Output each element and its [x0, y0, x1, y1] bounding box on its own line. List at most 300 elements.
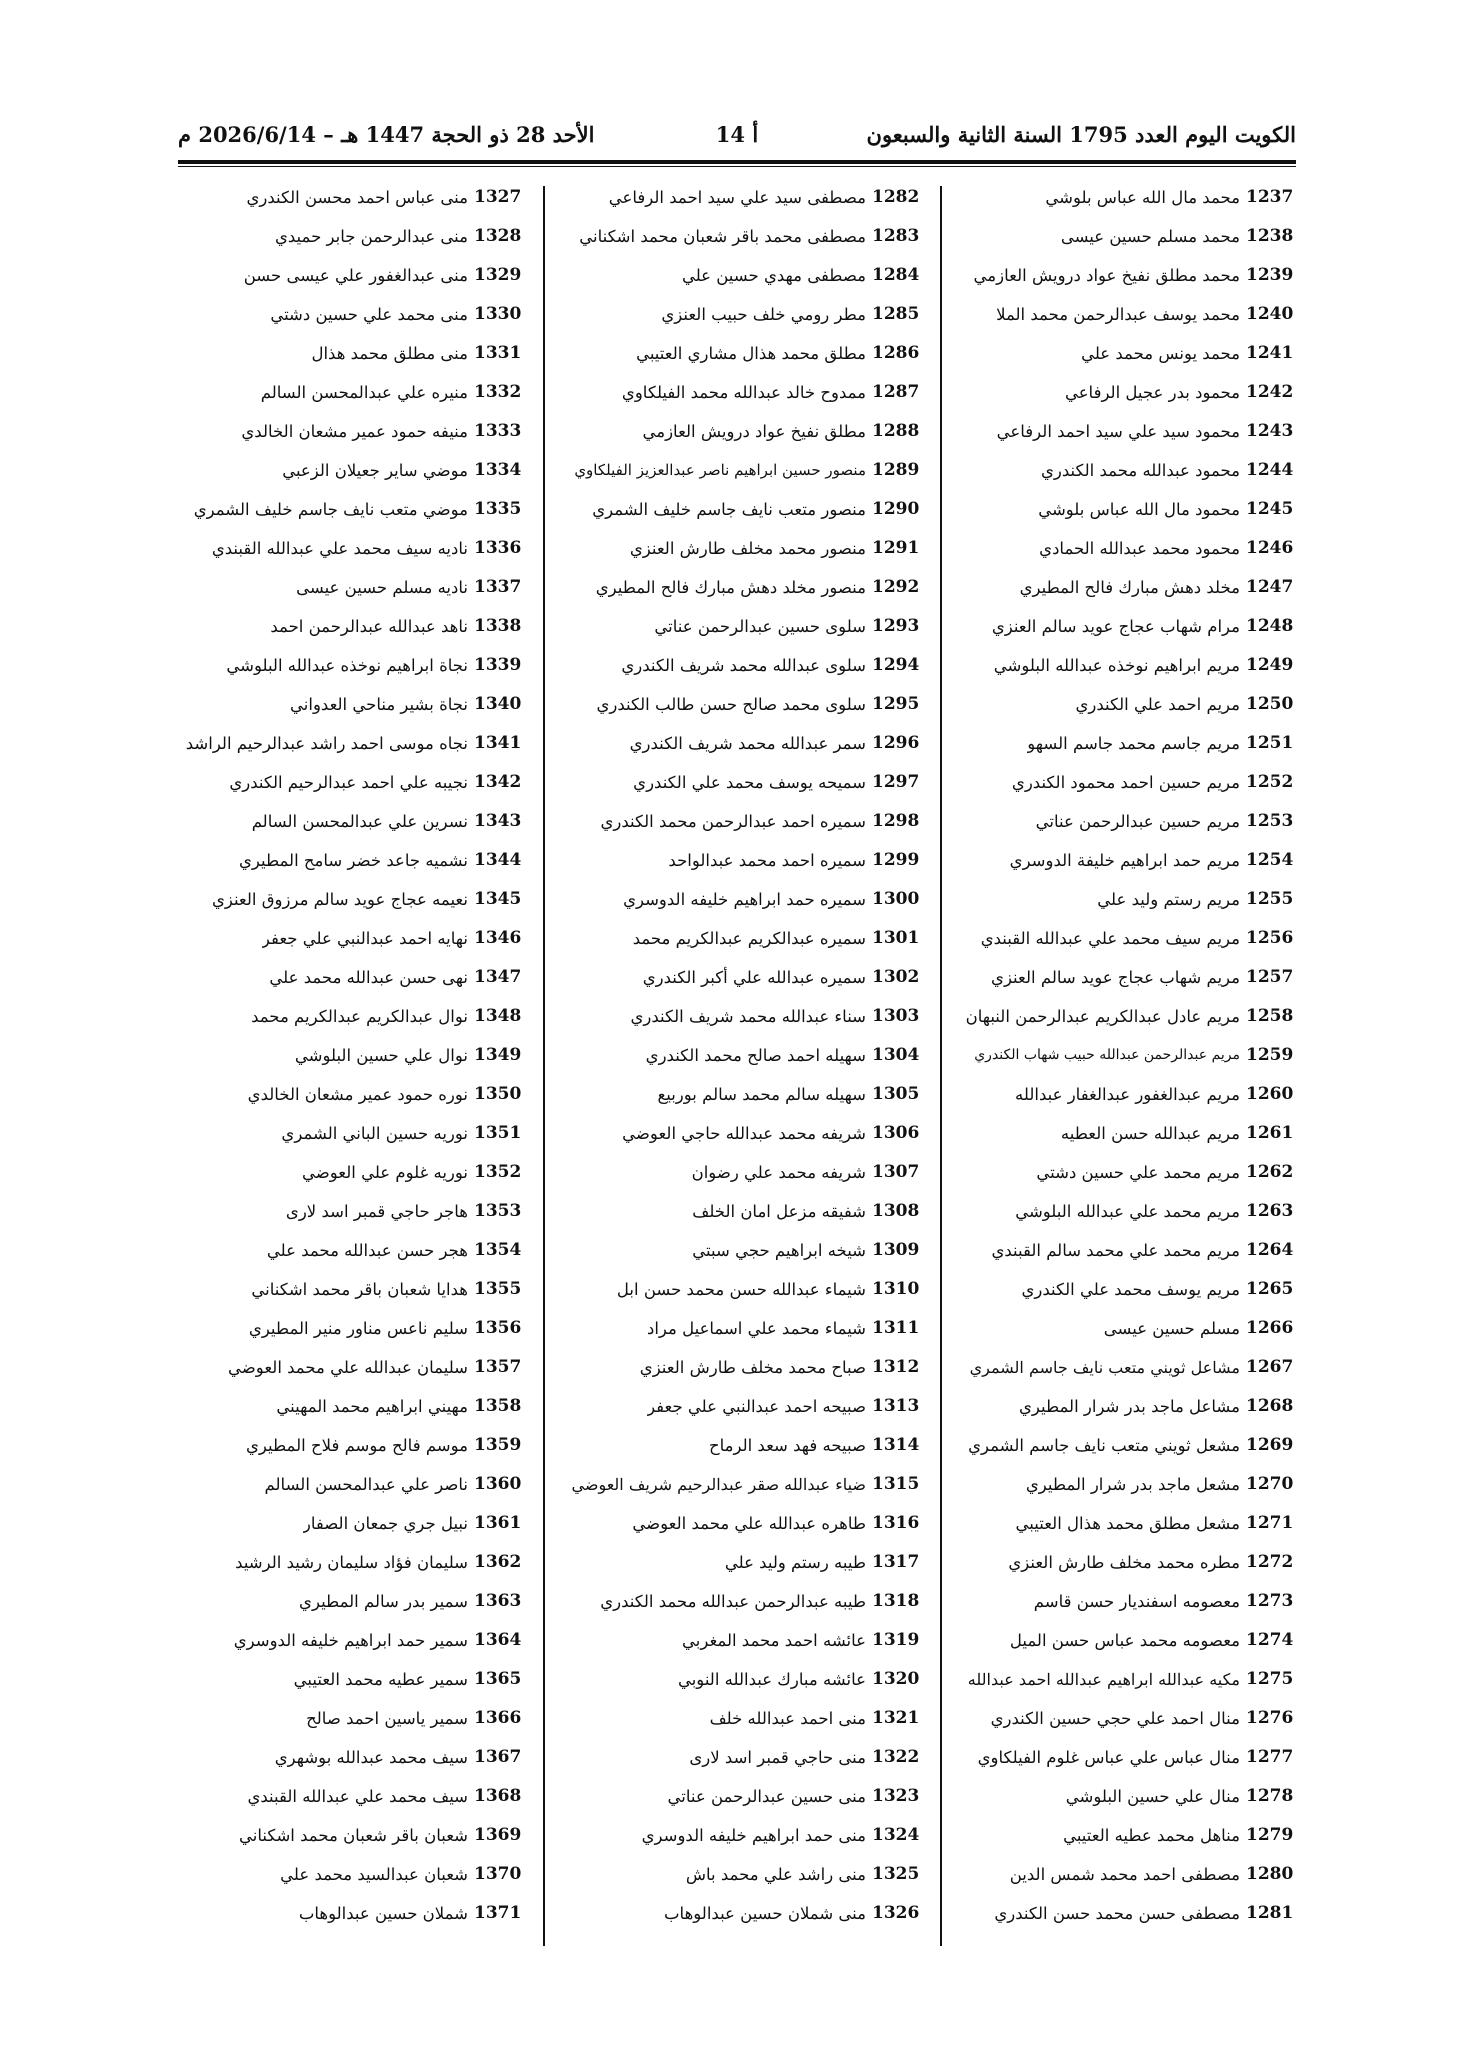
list-item — [960, 607, 1296, 646]
entry-number: 1254 — [1246, 850, 1294, 870]
list-item — [178, 646, 524, 685]
entry-number: 1295 — [872, 694, 920, 714]
list-item — [178, 1621, 524, 1660]
entry-number: 1337 — [474, 577, 522, 597]
entry-name: طاهره عبدالله علي محمد العوضي — [632, 1514, 866, 1533]
list-item — [562, 256, 922, 295]
list-item — [178, 178, 524, 217]
entry-number: 1289 — [872, 460, 920, 480]
entry-number: 1320 — [872, 1669, 920, 1689]
entry-number: 1309 — [872, 1240, 920, 1260]
list-item — [562, 1114, 922, 1153]
list-item — [178, 1270, 524, 1309]
list-item — [562, 529, 922, 568]
entry-number: 1276 — [1246, 1708, 1294, 1728]
entry-name: مريم محمد علي عبدالله البلوشي — [1015, 1202, 1240, 1221]
list-item — [960, 490, 1296, 529]
entry-number: 1240 — [1246, 304, 1294, 324]
entry-number: 1343 — [474, 811, 522, 831]
name-list — [562, 178, 922, 1933]
entry-name: منال احمد علي حجي حسين الكندري — [990, 1709, 1240, 1728]
entry-number: 1331 — [474, 343, 522, 363]
entry-number: 1251 — [1246, 733, 1294, 753]
list-item — [178, 1036, 524, 1075]
list-item — [960, 1660, 1296, 1699]
entry-name: مكيه عبدالله ابراهيم عبدالله احمد عبدالله — [967, 1670, 1240, 1689]
entry-name: نجاه موسى احمد راشد عبدالرحيم الراشد — [185, 734, 468, 753]
column-right — [960, 178, 1296, 1933]
list-item — [960, 1504, 1296, 1543]
entry-number: 1305 — [872, 1084, 920, 1104]
list-item — [960, 256, 1296, 295]
list-item — [562, 1855, 922, 1894]
list-item — [178, 1153, 524, 1192]
list-item — [960, 1426, 1296, 1465]
entry-name: سناء عبدالله محمد شريف الكندري — [630, 1007, 866, 1026]
entry-name: شيماء محمد علي اسماعيل مراد — [646, 1319, 866, 1338]
entry-number: 1318 — [872, 1591, 920, 1611]
entry-name: ناديه سيف محمد علي عبدالله القبندي — [211, 539, 468, 558]
page-header — [178, 118, 1296, 162]
list-item — [960, 1582, 1296, 1621]
entry-number: 1367 — [474, 1747, 522, 1767]
entry-name: منى حاجي قمبر اسد لارى — [689, 1748, 866, 1767]
entry-number: 1262 — [1246, 1162, 1294, 1182]
entry-name: موسم فالح موسم فلاح المطيري — [246, 1436, 468, 1455]
list-item — [562, 1153, 922, 1192]
entry-name: مريم سيف محمد علي عبدالله القبندي — [980, 929, 1240, 948]
entry-name: سليمان فؤاد سليمان رشيد الرشيد — [235, 1553, 468, 1572]
list-item — [178, 997, 524, 1036]
entry-number: 1350 — [474, 1084, 522, 1104]
list-item — [960, 1387, 1296, 1426]
entry-name: مريم شهاب عجاج عويد سالم العنزي — [991, 968, 1240, 987]
entry-number: 1297 — [872, 772, 920, 792]
entry-number: 1341 — [474, 733, 522, 753]
entry-number: 1351 — [474, 1123, 522, 1143]
list-item — [178, 1114, 524, 1153]
entry-number: 1322 — [872, 1747, 920, 1767]
entry-name: مسلم حسين عيسى — [1103, 1319, 1240, 1338]
entry-name: مريم عبدالرحمن عبدالله حبيب شهاب الكندري — [974, 1047, 1240, 1063]
entry-name: ضياء عبدالله صقر عبدالرحيم شريف العوضي — [571, 1475, 866, 1494]
list-item — [562, 1816, 922, 1855]
header-rule-thin — [178, 166, 1296, 167]
list-item — [178, 1075, 524, 1114]
entry-name: معصومه محمد عباس حسن الميل — [1009, 1631, 1240, 1650]
entry-name: شعبان عبدالسيد محمد علي — [280, 1865, 468, 1884]
entry-name: ناديه مسلم حسين عيسى — [296, 578, 468, 597]
list-item — [960, 412, 1296, 451]
entry-number: 1360 — [474, 1474, 522, 1494]
list-item — [178, 1309, 524, 1348]
list-item — [178, 1660, 524, 1699]
list-item — [960, 1114, 1296, 1153]
entry-number: 1359 — [474, 1435, 522, 1455]
list-item — [960, 1270, 1296, 1309]
entry-number: 1253 — [1246, 811, 1294, 831]
entry-number: 1293 — [872, 616, 920, 636]
entry-name: صبيحه احمد عبدالنبي علي جعفر — [647, 1397, 866, 1416]
entry-name: سيف محمد علي عبدالله القبندي — [247, 1787, 468, 1806]
list-item — [562, 802, 922, 841]
list-item — [178, 1348, 524, 1387]
entry-name: منصور محمد مخلف طارش العنزي — [629, 539, 866, 558]
entry-number: 1338 — [474, 616, 522, 636]
entry-name: سمير عطيه محمد العتيبي — [293, 1670, 468, 1689]
entry-name: منى حمد ابراهيم خليفه الدوسري — [641, 1826, 866, 1845]
entry-name: مريم رستم وليد علي — [1097, 890, 1240, 909]
entry-number: 1257 — [1246, 967, 1294, 987]
header-rule-thick — [178, 160, 1296, 164]
entry-name: مشعل ثويني متعب نايف جاسم الشمري — [968, 1436, 1240, 1455]
entry-number: 1287 — [872, 382, 920, 402]
entry-name: نهى حسن عبدالله محمد علي — [269, 968, 468, 987]
list-item — [178, 958, 524, 997]
entry-name: مصطفى احمد محمد شمس الدين — [1009, 1865, 1240, 1884]
entry-name: سميره حمد ابراهيم خليفه الدوسري — [623, 890, 866, 909]
entry-number: 1271 — [1246, 1513, 1294, 1533]
entry-number: 1356 — [474, 1318, 522, 1338]
entry-name: منصور متعب نايف جاسم خليف الشمري — [592, 500, 866, 519]
entry-name: مريم محمد علي محمد سالم القبندي — [991, 1241, 1240, 1260]
list-item — [562, 1582, 922, 1621]
list-item — [178, 568, 524, 607]
entry-number: 1340 — [474, 694, 522, 714]
entry-name: سميره احمد محمد عبدالواحد — [668, 851, 866, 870]
list-item — [960, 1036, 1296, 1075]
list-item — [960, 1348, 1296, 1387]
entry-name: نوال علي حسين البلوشي — [294, 1046, 468, 1065]
list-item — [960, 802, 1296, 841]
entry-name: مريم عبدالله حسن العطيه — [1060, 1124, 1240, 1143]
entry-name: منى راشد علي محمد باش — [685, 1865, 866, 1884]
list-item — [178, 295, 524, 334]
entry-name: منيره علي عبدالمحسن السالم — [260, 383, 468, 402]
entry-name: ناصر علي عبدالمحسن السالم — [264, 1475, 468, 1494]
entry-name: صباح محمد مخلف طارش العنزي — [639, 1358, 866, 1377]
list-item — [960, 1465, 1296, 1504]
column-divider-left — [543, 186, 545, 1946]
entry-name: سمر عبدالله محمد شريف الكندري — [629, 734, 866, 753]
entry-number: 1238 — [1246, 226, 1294, 246]
entry-name: سمير حمد ابراهيم خليفه الدوسري — [233, 1631, 468, 1650]
list-item — [178, 217, 524, 256]
list-item — [178, 412, 524, 451]
name-list — [960, 178, 1296, 1933]
list-item — [178, 451, 524, 490]
entry-number: 1362 — [474, 1552, 522, 1572]
list-item — [562, 1894, 922, 1933]
list-item — [960, 373, 1296, 412]
entry-name: مريم محمد علي حسين دشتي — [1036, 1163, 1240, 1182]
list-item — [562, 1660, 922, 1699]
entry-number: 1246 — [1246, 538, 1294, 558]
entry-number: 1308 — [872, 1201, 920, 1221]
entry-number: 1299 — [872, 850, 920, 870]
entry-number: 1365 — [474, 1669, 522, 1689]
list-item — [178, 1543, 524, 1582]
list-item — [178, 529, 524, 568]
list-item — [562, 373, 922, 412]
list-item — [960, 685, 1296, 724]
list-item — [562, 1075, 922, 1114]
entry-number: 1357 — [474, 1357, 522, 1377]
entry-name: عائشه احمد محمد المغربي — [682, 1631, 866, 1650]
list-item — [960, 217, 1296, 256]
entry-number: 1317 — [872, 1552, 920, 1572]
list-item — [178, 1738, 524, 1777]
list-item — [562, 451, 922, 490]
entry-number: 1323 — [872, 1786, 920, 1806]
list-item — [178, 490, 524, 529]
entry-number: 1252 — [1246, 772, 1294, 792]
list-item — [562, 646, 922, 685]
entry-number: 1344 — [474, 850, 522, 870]
entry-name: سليم ناعس مناور منير المطيري — [248, 1319, 468, 1338]
list-item — [562, 412, 922, 451]
entry-name: سلوى حسين عبدالرحمن عناتي — [654, 617, 866, 636]
entry-name: ناهد عبدالله عبدالرحمن احمد — [270, 617, 468, 636]
entry-name: طيبه عبدالرحمن عبدالله محمد الكندري — [600, 1592, 866, 1611]
entry-number: 1300 — [872, 889, 920, 909]
entry-name: هاجر حاجي قمبر اسد لارى — [285, 1202, 468, 1221]
entry-name: سميره احمد عبدالرحمن محمد الكندري — [600, 812, 866, 831]
entry-name: مصطفى مهدي حسين علي — [681, 266, 866, 285]
list-item — [178, 724, 524, 763]
entry-number: 1281 — [1246, 1903, 1294, 1923]
entry-number: 1313 — [872, 1396, 920, 1416]
entry-name: نجاة ابراهيم نوخذه عبدالله البلوشي — [226, 656, 468, 675]
entry-number: 1329 — [474, 265, 522, 285]
entry-name: نجيبه علي احمد عبدالرحيم الكندري — [229, 773, 468, 792]
entry-name: محمد يوسف عبدالرحمن محمد الملا — [996, 305, 1240, 324]
list-item — [562, 1387, 922, 1426]
entry-number: 1282 — [872, 187, 920, 207]
entry-number: 1326 — [872, 1903, 920, 1923]
entry-number: 1369 — [474, 1825, 522, 1845]
name-list — [178, 178, 524, 1933]
list-item — [562, 1231, 922, 1270]
entry-number: 1334 — [474, 460, 522, 480]
entry-number: 1255 — [1246, 889, 1294, 909]
list-item — [178, 1387, 524, 1426]
entry-name: مخلد دهش مبارك فالح المطيري — [1019, 578, 1240, 597]
list-item — [178, 1855, 524, 1894]
list-item — [562, 334, 922, 373]
list-item — [960, 958, 1296, 997]
entry-number: 1260 — [1246, 1084, 1294, 1104]
list-item — [960, 646, 1296, 685]
column-divider-right — [940, 186, 942, 1946]
entry-name: نشميه جاعد خضر سامح المطيري — [238, 851, 468, 870]
entry-name: منصور حسين ابراهيم ناصر عبدالعزيز الفيلكاوي — [574, 461, 866, 479]
list-item — [562, 1426, 922, 1465]
entry-name: محمد يونس محمد علي — [1081, 344, 1240, 363]
entry-number: 1280 — [1246, 1864, 1294, 1884]
entry-name: منى محمد علي حسين دشتي — [270, 305, 468, 324]
entry-name: موضي ساير جعيلان الزعبي — [282, 461, 468, 480]
entry-name: مريم احمد علي الكندري — [1075, 695, 1240, 714]
entry-name: عائشه مبارك عبدالله النوبي — [677, 1670, 866, 1689]
entry-number: 1261 — [1246, 1123, 1294, 1143]
list-item — [562, 1699, 922, 1738]
entry-number: 1328 — [474, 226, 522, 246]
entry-name: منى عبدالرحمن جابر حميدي — [274, 227, 468, 246]
list-item — [562, 1036, 922, 1075]
entry-number: 1304 — [872, 1045, 920, 1065]
list-item — [960, 724, 1296, 763]
entry-number: 1303 — [872, 1006, 920, 1026]
list-item — [178, 1816, 524, 1855]
entry-number: 1277 — [1246, 1747, 1294, 1767]
list-item — [178, 763, 524, 802]
list-item — [562, 763, 922, 802]
list-item — [178, 841, 524, 880]
publication-title: الكويت اليوم العدد 1795 السنة الثانية والسبعون — [866, 122, 1296, 147]
entry-name: منى شملان حسين عبدالوهاب — [664, 1904, 866, 1923]
entry-name: منال علي حسين البلوشي — [1065, 1787, 1240, 1806]
entry-number: 1279 — [1246, 1825, 1294, 1845]
entry-number: 1335 — [474, 499, 522, 519]
entry-number: 1269 — [1246, 1435, 1294, 1455]
entry-number: 1294 — [872, 655, 920, 675]
entry-name: مرام شهاب عجاج عويد سالم العنزي — [991, 617, 1240, 636]
list-item — [178, 1465, 524, 1504]
list-item — [562, 919, 922, 958]
entry-name: معصومه اسفنديار حسن قاسم — [1033, 1592, 1240, 1611]
entry-name: مهيني ابراهيم محمد المهيني — [276, 1397, 468, 1416]
list-item — [562, 1348, 922, 1387]
list-item — [178, 607, 524, 646]
list-item — [960, 919, 1296, 958]
entry-name: مشاعل ثويني متعب نايف جاسم الشمري — [969, 1358, 1240, 1377]
entry-name: مصطفى سيد علي سيد احمد الرفاعي — [608, 188, 866, 207]
entry-name: شريفه محمد علي رضوان — [691, 1163, 866, 1182]
entry-name: منى عبدالغفور علي عيسى حسن — [243, 266, 468, 285]
entry-name: سميحه يوسف محمد علي الكندري — [633, 773, 866, 792]
list-item — [960, 997, 1296, 1036]
entry-number: 1301 — [872, 928, 920, 948]
list-item — [960, 1075, 1296, 1114]
list-item — [562, 1465, 922, 1504]
entry-number: 1266 — [1246, 1318, 1294, 1338]
entry-number: 1292 — [872, 577, 920, 597]
entry-number: 1263 — [1246, 1201, 1294, 1221]
entry-name: صبيحه فهد سعد الرماح — [708, 1436, 866, 1455]
entry-number: 1250 — [1246, 694, 1294, 714]
entry-name: سهيله سالم محمد سالم بوربيع — [657, 1085, 866, 1104]
entry-number: 1247 — [1246, 577, 1294, 597]
entry-name: سهيله احمد صالح محمد الكندري — [645, 1046, 866, 1065]
list-item — [960, 1855, 1296, 1894]
list-item — [562, 880, 922, 919]
entry-name: هدايا شعبان باقر محمد اشكناني — [251, 1280, 468, 1299]
entry-number: 1352 — [474, 1162, 522, 1182]
entry-name: محمد مسلم حسين عيسى — [1060, 227, 1240, 246]
entry-number: 1327 — [474, 187, 522, 207]
entry-name: مطره محمد مخلف طارش العنزي — [1008, 1553, 1240, 1572]
entry-name: مريم حسين عبدالرحمن عناتي — [1035, 812, 1240, 831]
list-item — [562, 1504, 922, 1543]
list-item — [960, 334, 1296, 373]
entry-number: 1358 — [474, 1396, 522, 1416]
entry-name: منى حسين عبدالرحمن عناتي — [667, 1787, 866, 1806]
list-item — [960, 1231, 1296, 1270]
entry-name: نوريه غلوم علي العوضي — [301, 1163, 468, 1182]
list-item — [960, 568, 1296, 607]
entry-name: مصطفى حسن محمد حسن الكندري — [994, 1904, 1240, 1923]
entry-name: سليمان عبدالله علي محمد العوضي — [228, 1358, 468, 1377]
list-item — [178, 1582, 524, 1621]
entry-number: 1283 — [872, 226, 920, 246]
entry-name: شفيقه مزعل امان الخلف — [692, 1202, 866, 1221]
entry-number: 1354 — [474, 1240, 522, 1260]
entry-number: 1286 — [872, 343, 920, 363]
entry-number: 1278 — [1246, 1786, 1294, 1806]
entry-number: 1290 — [872, 499, 920, 519]
entry-number: 1371 — [474, 1903, 522, 1923]
list-item — [562, 1309, 922, 1348]
entry-name: نهايه احمد عبدالنبي علي جعفر — [261, 929, 468, 948]
entry-name: مطلق نفيخ عواد درويش العازمي — [642, 422, 866, 441]
list-item — [960, 1816, 1296, 1855]
entry-name: مشعل مطلق محمد هذال العتيبي — [1015, 1514, 1240, 1533]
entry-number: 1364 — [474, 1630, 522, 1650]
entry-number: 1239 — [1246, 265, 1294, 285]
list-item — [960, 880, 1296, 919]
entry-number: 1259 — [1246, 1045, 1294, 1065]
entry-name: منى عباس احمد محسن الكندري — [246, 188, 468, 207]
list-item — [178, 1777, 524, 1816]
entry-name: شعبان باقر شعبان محمد اشكناني — [239, 1826, 468, 1845]
entry-number: 1325 — [872, 1864, 920, 1884]
column-left — [178, 178, 524, 1933]
entry-name: نجاة بشير مناحي العدواني — [290, 695, 468, 714]
list-item — [562, 1192, 922, 1231]
list-item — [178, 1192, 524, 1231]
entry-name: شيماء عبدالله حسن محمد حسن ابل — [616, 1280, 866, 1299]
list-item — [178, 880, 524, 919]
entry-number: 1284 — [872, 265, 920, 285]
entry-name: مريم عادل عبدالكريم عبدالرحمن النبهان — [965, 1007, 1240, 1026]
list-item — [178, 334, 524, 373]
list-item — [562, 607, 922, 646]
issue-date: الأحد 28 ذو الحجة 1447 هـ – 2026/6/14 م — [178, 122, 595, 147]
entry-number: 1336 — [474, 538, 522, 558]
list-item — [178, 373, 524, 412]
entry-number: 1332 — [474, 382, 522, 402]
list-item — [562, 568, 922, 607]
list-item — [960, 1621, 1296, 1660]
entry-number: 1366 — [474, 1708, 522, 1728]
list-item — [562, 724, 922, 763]
entry-number: 1347 — [474, 967, 522, 987]
entry-number: 1291 — [872, 538, 920, 558]
list-item — [960, 1153, 1296, 1192]
entry-name: محمود سيد علي سيد احمد الرفاعي — [996, 422, 1240, 441]
list-item — [178, 1699, 524, 1738]
list-item — [562, 1543, 922, 1582]
page-number: أ 14 — [715, 122, 759, 147]
entry-name: سمير بدر سالم المطيري — [299, 1592, 468, 1611]
entry-name: مشعل ماجد بدر شرار المطيري — [1025, 1475, 1240, 1494]
list-item — [960, 1699, 1296, 1738]
entry-name: مريم حسين احمد محمود الكندري — [1011, 773, 1240, 792]
entry-number: 1370 — [474, 1864, 522, 1884]
entry-name: شيخه ابراهيم حجي سبتي — [692, 1241, 866, 1260]
entry-number: 1268 — [1246, 1396, 1294, 1416]
